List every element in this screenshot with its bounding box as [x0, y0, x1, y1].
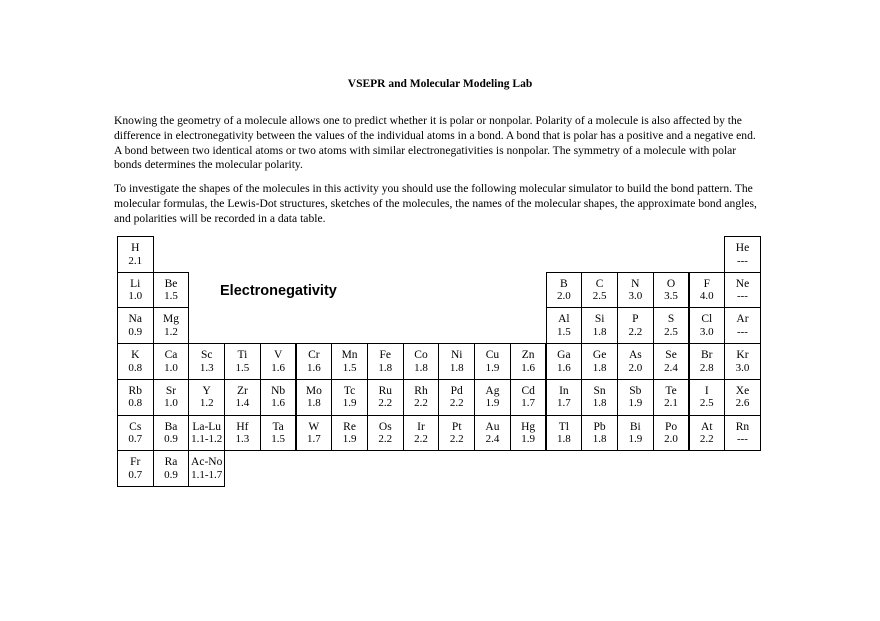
element-cell	[724, 236, 761, 273]
element-cell	[617, 272, 654, 309]
element-symbol: Zr	[236, 384, 248, 397]
element-electronegativity: 1.3	[235, 433, 250, 445]
element-symbol: Zn	[521, 349, 535, 362]
element-cell	[653, 307, 690, 344]
element-symbol: Hf	[236, 420, 249, 433]
element-cell	[724, 307, 761, 344]
element-electronegativity: 1.9	[628, 433, 643, 445]
element-electronegativity: 1.8	[557, 433, 571, 445]
element-symbol: Sc	[200, 349, 213, 362]
element-electronegativity: 2.2	[699, 433, 714, 445]
element-cell	[403, 343, 440, 380]
element-electronegativity: ---	[736, 254, 748, 267]
element-electronegativity: 2.2	[378, 433, 393, 445]
element-cell	[617, 415, 654, 452]
element-symbol: Xe	[735, 384, 750, 397]
element-electronegativity: 0.7	[128, 433, 143, 445]
element-cell	[367, 379, 404, 416]
element-symbol: W	[308, 420, 320, 433]
element-electronegativity: 1.9	[485, 361, 500, 374]
element-electronegativity: 2.0	[664, 433, 678, 445]
element-symbol: Fe	[379, 349, 392, 362]
element-electronegativity: ---	[736, 290, 748, 303]
element-symbol: Os	[378, 420, 392, 433]
element-symbol: Nb	[271, 384, 286, 397]
element-symbol: At	[701, 420, 713, 433]
element-symbol: N	[631, 277, 640, 290]
element-symbol: Ra	[164, 456, 178, 469]
element-electronegativity: 2.2	[449, 433, 464, 445]
element-cell	[581, 415, 618, 452]
element-electronegativity: 2.1	[664, 397, 678, 410]
element-symbol: Ge	[592, 349, 607, 362]
element-symbol: Li	[130, 277, 141, 290]
element-cell	[438, 415, 475, 452]
element-symbol: La-Lu	[192, 420, 222, 433]
element-electronegativity: 1.7	[557, 397, 571, 410]
element-symbol: Pb	[593, 420, 606, 433]
element-symbol: Cu	[485, 349, 500, 362]
element-cell	[117, 415, 154, 452]
element-symbol: Mg	[162, 313, 179, 326]
element-cell	[367, 343, 404, 380]
element-electronegativity: 1.8	[592, 325, 607, 338]
element-electronegativity: 2.6	[735, 397, 750, 410]
element-electronegativity: 0.8	[128, 361, 143, 374]
element-electronegativity: 1.9	[521, 433, 536, 445]
element-cell	[117, 450, 154, 487]
element-cell	[689, 415, 726, 452]
element-electronegativity: 1.8	[378, 361, 393, 374]
element-cell	[117, 379, 154, 416]
element-cell	[188, 379, 225, 416]
element-symbol: Cr	[308, 349, 320, 362]
element-electronegativity: 2.5	[699, 397, 714, 410]
element-cell	[117, 236, 154, 273]
element-symbol: Kr	[736, 349, 749, 362]
element-cell	[581, 272, 618, 309]
element-symbol: Tc	[343, 384, 356, 397]
element-electronegativity: 1.0	[164, 397, 178, 410]
element-symbol: Pd	[450, 384, 463, 397]
element-cell	[581, 307, 618, 344]
element-symbol: Cl	[701, 313, 713, 326]
element-cell	[653, 415, 690, 452]
element-cell	[617, 343, 654, 380]
element-cell	[331, 415, 368, 452]
element-symbol: S	[667, 313, 675, 326]
element-cell	[188, 415, 225, 452]
element-electronegativity: 1.8	[414, 361, 428, 374]
element-symbol: Sb	[629, 384, 642, 397]
element-electronegativity: 0.7	[128, 468, 143, 481]
element-cell	[653, 272, 690, 309]
element-cell	[153, 343, 190, 380]
element-electronegativity: 1.5	[164, 290, 178, 303]
element-cell	[474, 343, 511, 380]
element-electronegativity: 3.0	[699, 325, 714, 338]
element-symbol: Ne	[735, 277, 750, 290]
element-symbol: Ba	[164, 420, 178, 433]
element-cell	[689, 343, 726, 380]
element-cell	[474, 379, 511, 416]
element-cell	[653, 379, 690, 416]
element-symbol: Mn	[341, 349, 358, 362]
element-symbol: Tl	[558, 420, 569, 433]
element-cell	[117, 343, 154, 380]
element-electronegativity: 1.6	[271, 397, 285, 410]
element-cell	[224, 343, 261, 380]
element-electronegativity: 2.2	[414, 433, 428, 445]
element-electronegativity: 1.9	[628, 397, 643, 410]
element-symbol: F	[703, 277, 710, 290]
element-symbol: Be	[164, 277, 178, 290]
intro-paragraph: Knowing the geometry of a molecule allows one to predict whether it is polar or nonpolar. Polarity of a molecule is also affected by the difference in electronegativity between the values of the individual atoms in a bond. A bond that is polar has a positive and a negative end. A bond between two identical atoms or two atoms with similar electronegativities is nonpolar. The symmetry of a molecule with polar bonds determines the molecular polarity.	[114, 114, 756, 172]
element-cell	[438, 343, 475, 380]
element-symbol: I	[704, 384, 709, 397]
element-symbol: B	[560, 277, 568, 290]
element-electronegativity: 3.5	[664, 290, 678, 303]
element-electronegativity: 0.9	[164, 468, 178, 481]
element-electronegativity: 2.0	[628, 361, 643, 374]
element-electronegativity: 0.9	[164, 433, 178, 445]
element-symbol: Ac-No	[191, 456, 223, 469]
element-electronegativity: 1.6	[557, 361, 571, 374]
element-cell	[581, 343, 618, 380]
element-electronegativity: 2.5	[592, 290, 607, 303]
element-cell	[117, 272, 154, 309]
element-symbol: Rh	[414, 384, 428, 397]
electronegativity-label: Electronegativity	[220, 283, 337, 299]
element-cell	[653, 343, 690, 380]
element-electronegativity: 2.8	[699, 361, 714, 374]
element-electronegativity: 1.9	[485, 397, 500, 410]
element-symbol: Na	[128, 313, 142, 326]
element-symbol: Rn	[735, 420, 750, 433]
element-cell	[510, 343, 547, 380]
element-electronegativity: 1.1-1.2	[191, 433, 223, 445]
element-electronegativity: 2.5	[664, 325, 678, 338]
element-symbol: Ca	[164, 349, 178, 362]
element-cell	[260, 379, 297, 416]
element-symbol: Au	[485, 420, 500, 433]
element-cell	[546, 415, 583, 452]
element-electronegativity: 0.8	[128, 397, 143, 410]
element-cell	[724, 343, 761, 380]
element-cell	[724, 415, 761, 452]
element-cell	[581, 379, 618, 416]
element-symbol: Po	[664, 420, 678, 433]
element-electronegativity: 1.9	[342, 433, 357, 445]
element-cell	[546, 307, 583, 344]
element-cell	[260, 415, 297, 452]
element-cell	[546, 272, 583, 309]
element-cell	[689, 379, 726, 416]
element-symbol: Ag	[485, 384, 500, 397]
element-symbol: Sr	[165, 384, 177, 397]
element-cell	[367, 415, 404, 452]
element-cell	[510, 379, 547, 416]
element-electronegativity: 0.9	[128, 325, 143, 338]
element-cell	[153, 450, 190, 487]
element-cell	[153, 272, 190, 309]
element-cell	[188, 343, 225, 380]
element-electronegativity: 1.3	[199, 361, 214, 374]
element-electronegativity: 2.4	[485, 433, 500, 445]
instructions-paragraph: To investigate the shapes of the molecules in this activity you should use the following molecular simulator to build the bond pattern. The molecular formulas, the Lewis-Dot structures, sketches of the molecules, the names of the molecular shapes, the approximate bond angles, and polarities will be recorded in a data table.	[114, 182, 757, 225]
element-symbol: Co	[414, 349, 428, 362]
element-cell	[403, 415, 440, 452]
element-cell	[153, 379, 190, 416]
element-cell	[296, 343, 333, 380]
element-electronegativity: 1.5	[557, 325, 571, 338]
element-electronegativity: 1.9	[342, 397, 357, 410]
element-symbol: Ru	[378, 384, 392, 397]
element-symbol: Br	[701, 349, 713, 362]
element-cell	[296, 379, 333, 416]
element-electronegativity: 1.8	[592, 361, 607, 374]
element-symbol: Fr	[130, 456, 141, 469]
element-cell	[260, 343, 297, 380]
element-cell	[546, 343, 583, 380]
element-electronegativity: 3.0	[628, 290, 643, 303]
element-symbol: Y	[202, 384, 211, 397]
element-symbol: Mo	[305, 384, 322, 397]
element-symbol: Ar	[736, 313, 749, 326]
element-electronegativity: 4.0	[699, 290, 714, 303]
element-symbol: Pt	[451, 420, 462, 433]
element-electronegativity: 1.8	[592, 397, 607, 410]
element-cell	[689, 272, 726, 309]
element-cell	[724, 272, 761, 309]
element-symbol: Sn	[593, 384, 606, 397]
element-electronegativity: 1.2	[199, 397, 214, 410]
element-symbol: Re	[343, 420, 356, 433]
element-electronegativity: 1.8	[592, 433, 607, 445]
element-cell	[617, 379, 654, 416]
element-cell	[331, 379, 368, 416]
element-electronegativity: 1.8	[306, 397, 321, 410]
element-electronegativity: 1.6	[271, 361, 285, 374]
element-electronegativity: 2.1	[128, 254, 143, 267]
element-symbol: Al	[558, 313, 570, 326]
element-cell	[117, 307, 154, 344]
element-symbol: Hg	[521, 420, 536, 433]
element-electronegativity: 1.6	[306, 361, 321, 374]
element-symbol: As	[628, 349, 642, 362]
element-electronegativity: 1.1-1.7	[191, 468, 223, 481]
element-cell	[224, 379, 261, 416]
element-electronegativity: 1.5	[271, 433, 285, 445]
element-cell	[617, 307, 654, 344]
element-cell	[510, 415, 547, 452]
element-electronegativity: ---	[736, 325, 748, 338]
element-symbol: Ti	[237, 349, 248, 362]
element-electronegativity: 1.7	[306, 433, 321, 445]
element-symbol: He	[735, 242, 750, 254]
element-symbol: V	[273, 349, 283, 362]
element-symbol: Si	[594, 313, 605, 326]
element-symbol: O	[666, 277, 676, 290]
element-electronegativity: 2.4	[664, 361, 678, 374]
element-electronegativity: 2.2	[449, 397, 464, 410]
element-electronegativity: 2.0	[557, 290, 571, 303]
document-title: VSEPR and Molecular Modeling Lab	[347, 78, 533, 90]
element-symbol: Ir	[417, 420, 425, 433]
element-electronegativity: 2.2	[378, 397, 393, 410]
element-symbol: H	[131, 242, 140, 254]
element-electronegativity: 1.8	[449, 361, 464, 374]
element-symbol: C	[595, 277, 604, 290]
element-cell	[403, 379, 440, 416]
periodic-table	[117, 236, 760, 486]
element-electronegativity: 1.4	[235, 397, 250, 410]
element-symbol: P	[632, 313, 639, 326]
element-electronegativity: 1.6	[521, 361, 536, 374]
element-symbol: K	[131, 349, 140, 362]
element-symbol: Ta	[272, 420, 284, 433]
element-electronegativity: 2.2	[628, 325, 643, 338]
element-electronegativity: 2.2	[414, 397, 428, 410]
element-symbol: Se	[665, 349, 677, 362]
element-symbol: Cd	[521, 384, 535, 397]
element-symbol: In	[559, 384, 569, 397]
element-electronegativity: 1.0	[164, 361, 178, 374]
element-symbol: Bi	[629, 420, 641, 433]
element-cell	[546, 379, 583, 416]
element-symbol: Ni	[450, 349, 463, 362]
element-electronegativity: 1.7	[521, 397, 536, 410]
element-cell	[224, 415, 261, 452]
element-electronegativity: 1.5	[235, 361, 250, 374]
element-cell	[474, 415, 511, 452]
element-cell	[188, 450, 225, 487]
element-cell	[153, 307, 190, 344]
element-electronegativity: 1.5	[342, 361, 357, 374]
element-cell	[724, 379, 761, 416]
element-cell	[438, 379, 475, 416]
element-cell	[689, 307, 726, 344]
element-electronegativity: 1.0	[128, 290, 143, 303]
element-symbol: Te	[665, 384, 677, 397]
element-symbol: Rb	[128, 384, 142, 397]
element-cell	[153, 415, 190, 452]
element-symbol: Ga	[557, 349, 571, 362]
element-symbol: Cs	[129, 420, 142, 433]
element-electronegativity: 3.0	[735, 361, 750, 374]
element-electronegativity: 1.2	[164, 325, 178, 338]
element-electronegativity: ---	[736, 433, 748, 445]
element-cell	[296, 415, 333, 452]
element-cell	[331, 343, 368, 380]
